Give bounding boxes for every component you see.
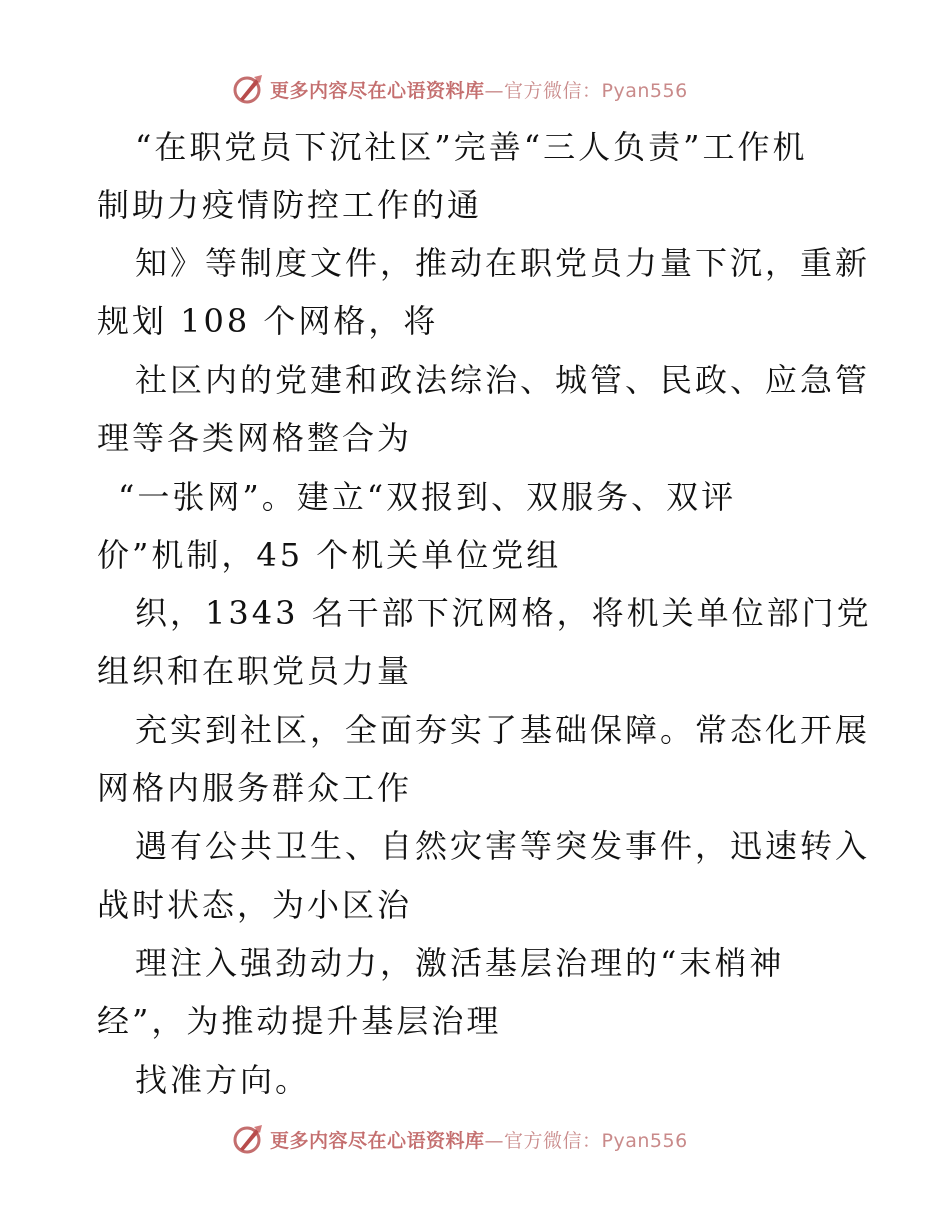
paragraph-line: “在职党员下沉社区”完善“三人负责”工作机 xyxy=(135,128,808,166)
paragraph-line: 理注入强劲动力，激活基层治理的“末梢神 xyxy=(135,944,785,982)
quill-logo-icon xyxy=(232,73,264,105)
paragraph-line: 制助力疫情防控工作的通 xyxy=(97,186,483,224)
paragraph-line: 织，1343 名干部下沉网格，将机关单位部门党 xyxy=(135,594,872,632)
quill-logo-icon xyxy=(232,1123,264,1155)
paragraph-line: 遇有公共卫生、自然灾害等突发事件，迅速转入 xyxy=(135,827,871,865)
paragraph-line: 价”机制，45 个机关单位党组 xyxy=(97,536,562,574)
paragraph-line: 规划 108 个网格，将 xyxy=(97,302,439,340)
paragraph-line: 组织和在职党员力量 xyxy=(97,652,413,690)
paragraph-line: 战时状态，为小区治 xyxy=(97,886,413,924)
paragraph-line: 找准方向。 xyxy=(135,1061,311,1099)
paragraph-line: “一张网”。建立“双报到、双服务、双评 xyxy=(118,478,737,516)
paragraph-line: 理等各类网格整合为 xyxy=(97,419,413,457)
paragraph-line: 网格内服务群众工作 xyxy=(97,769,413,807)
header-banner-text: 更多内容尽在心语资料库—官方微信：Pyan556 xyxy=(270,79,688,102)
paragraph-line: 经”，为推动提升基层治理 xyxy=(97,1002,502,1040)
paragraph-line: 社区内的党建和政法综治、城管、民政、应急管 xyxy=(135,361,871,399)
paragraph-line: 知》等制度文件，推动在职党员力量下沉，重新 xyxy=(135,244,871,282)
header-watermark-banner xyxy=(232,72,732,106)
footer-banner-text: 更多内容尽在心语资料库—官方微信：Pyan556 xyxy=(270,1129,688,1152)
footer-watermark-banner xyxy=(232,1122,732,1156)
paragraph-line: 充实到社区，全面夯实了基础保障。常态化开展 xyxy=(135,711,871,749)
